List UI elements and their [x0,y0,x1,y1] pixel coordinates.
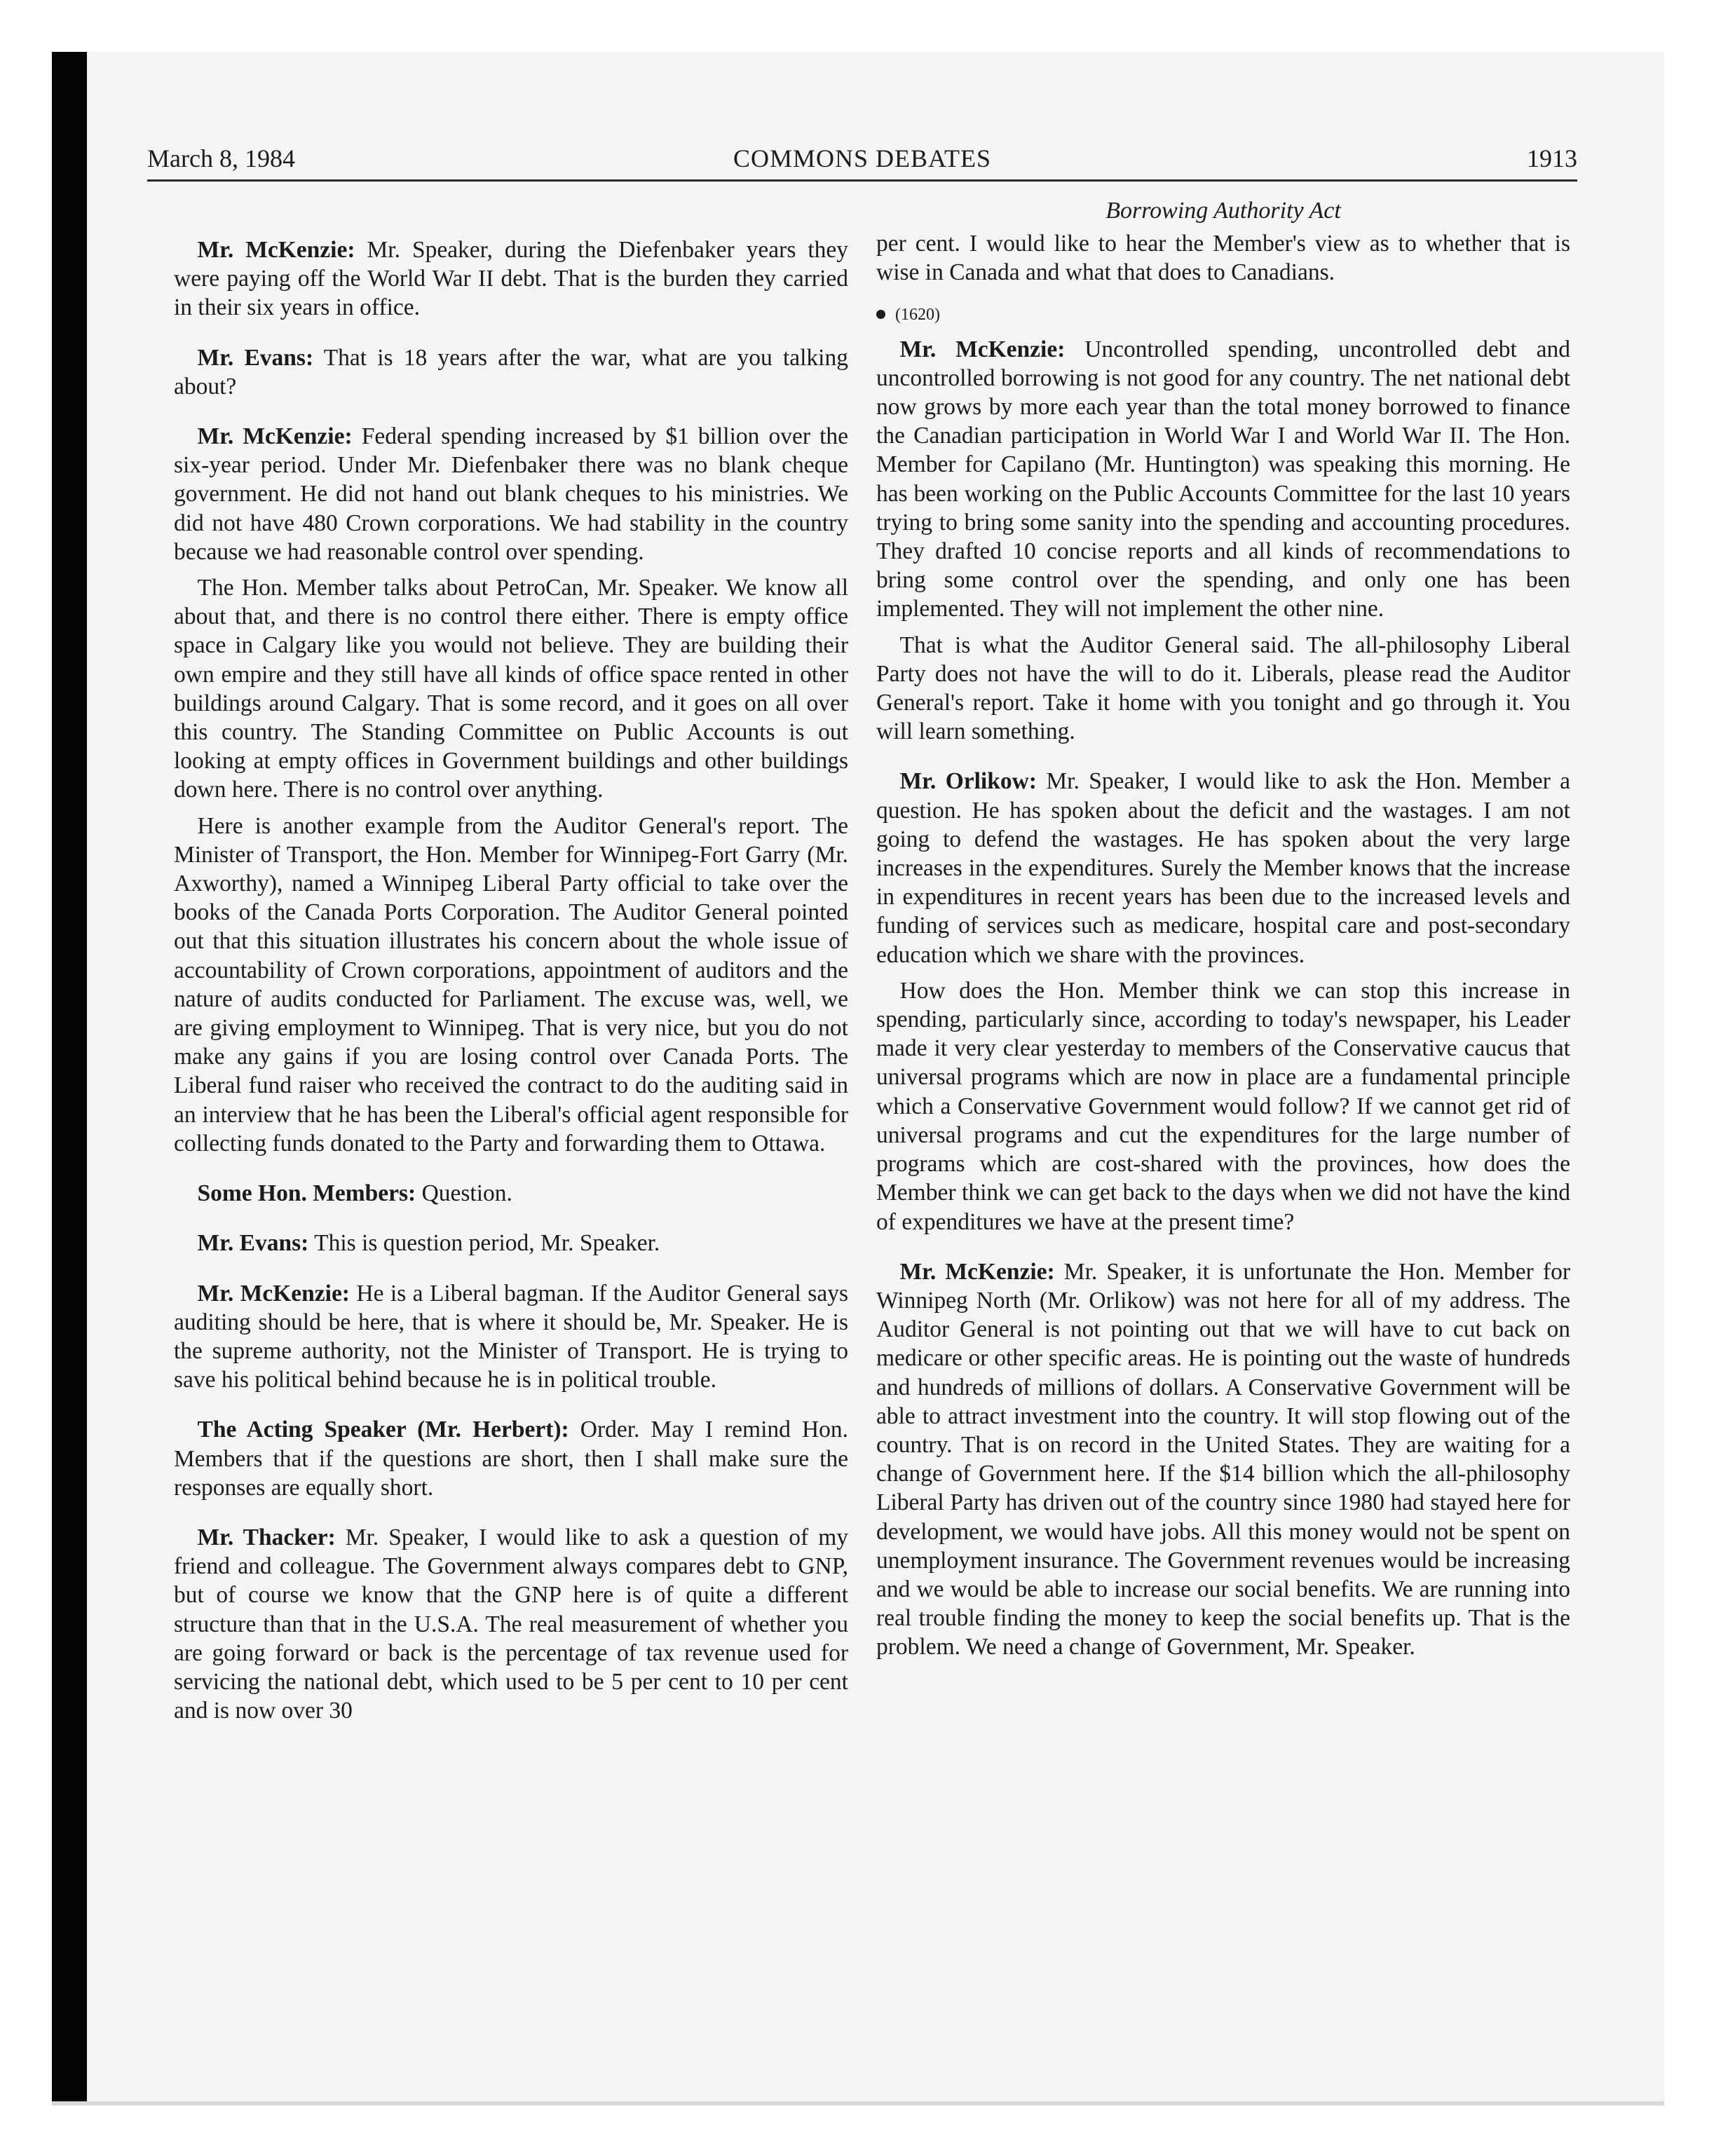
paragraph [174,1415,848,1502]
paragraph [174,1229,848,1257]
bullet-icon [876,310,885,319]
paragraph [174,1523,848,1725]
paragraph [876,976,1570,1236]
speaker-name: Mr. Orlikow: [899,768,1037,795]
speaker-name: Mr. Thacker: [197,1524,336,1550]
speaker-name: Mr. McKenzie: [197,1280,350,1306]
speaker-name: Mr. McKenzie: [899,336,1066,362]
paragraph-text: Here is another example from the Auditor General's report. The Minister of Transport, the Hon. Member for Winnipeg-Fort Garry (Mr. Axworthy), named a Winnipeg Liberal Party official to take over the books of the Canada Ports Corporation. The Auditor General pointed out that this situation illustrates his concern about the whole issue of accountability of Crown corporations, appointment of auditors and the nature of audits conducted for Parliament. The excuse was, well, we are giving employment to Winnipeg. That is very nice, but you do not make any gains if you are losing control over Canada Ports. The Liberal fund raiser who received the contract to do the auditing said in an interview that he has been the Liberal's official agent responsible for collecting funds donated to the Party and forwarding them to Ottawa. [174,812,848,1157]
paragraph-text: Mr. Speaker, during the Diefenbaker years they were paying off the World War II debt. That is the burden they carried in their six years in office. [174,237,849,321]
header-publication: COMMONS DEBATES [733,144,992,172]
paragraph-text: He is a Liberal bagman. If the Auditor General says auditing should be here, that is where it should be, Mr. Speaker. He is the supreme authority, not the Minister of Transport. He is trying to save his political behind because he is in political trouble. [174,1280,848,1393]
running-title: Borrowing Authority Act [1105,198,1341,224]
paragraph-text: This is question period, Mr. Speaker. [314,1230,660,1257]
speaker-name: Mr. Evans: [197,1230,309,1257]
left-column [174,236,848,1725]
header-date: March 8, 1984 [147,144,295,172]
paragraph-text: Uncontrolled spending, uncontrolled debt and uncontrolled borrowing is not good for any country. The net national debt now grows by more each year than the total money borrowed to finance the Canadian participation in World War I and World War II. The Hon. Member for Capilano (Mr. Huntington) was speaking this morning. He has been working on the Public Accounts Committee for the last 10 years trying to bring some sanity into the spending and accounting procedures. They drafted 10 concise reports and all kinds of recommendations to bring some control over the spending, and only one has been implemented. They will not implement the other nine. [876,336,1570,622]
paragraph [876,1257,1570,1662]
timestamp [876,303,1570,327]
paragraph [174,236,848,322]
speaker-name: Mr. Evans: [197,344,314,371]
paragraph [876,335,1570,624]
speaker-name: Mr. McKenzie: [197,237,355,263]
right-column [876,196,1570,1662]
speaker-name: Mr. McKenzie: [197,423,353,450]
speaker-name: Mr. McKenzie: [899,1258,1055,1285]
paragraph-text: Mr. Speaker, I would like to ask a question of my friend and colleague. The Government always compares debt to GNP, but of course we know that the GNP here is of quite a different structure than that in the U.S.A. The real measurement of whether you are going forward or back is the percentage of tax revenue used for servicing the national debt, which used to be 5 per cent to 10 per cent and is now over 30 [174,1524,849,1724]
paragraph-text: That is 18 years after the war, what are you talking about? [174,344,848,400]
paragraph [174,422,848,566]
scan-bottom-edge [52,2101,1664,2106]
paragraph [174,343,848,401]
speaker-name: The Acting Speaker (Mr. Herbert): [197,1417,569,1443]
paragraph [174,1179,848,1208]
paragraph-text: Mr. Speaker, it is unfortunate the Hon. Member for Winnipeg North (Mr. Orlikow) was not here for all of my address. The Auditor General is not pointing out that we will have to cut back on medicare or other specific areas. He is pointing out the waste of hundreds and hundreds of millions of dollars. A Conservative Government will be able to attract investment into the country. It will stop flowing out of the country. That is on record in the United States. They are waiting for a change of Government here. If the $14 billion which the all-philosophy Liberal Party has driven out of the country since 1980 had stayed here for development, we would have jobs. All this money would not be spent on unemployment insurance. The Government revenues would be increasing and we would be able to increase our social benefits. We are running into real trouble finding the money to keep the social benefits up. That is the problem. We need a change of Government, Mr. Speaker. [876,1258,1570,1660]
paragraph [174,1279,848,1395]
header-page-number: 1913 [1527,144,1577,172]
paragraph [876,229,1570,287]
paragraph-text: The Hon. Member talks about PetroCan, Mr. Speaker. We know all about that, and there is no control there either. There is empty office space in Calgary like you would not believe. They are building their own empire and they still have all kinds of office space rented in other buildings around Calgary. That is some record, and it goes on all over this country. The Standing Committee on Public Accounts is out looking at empty offices in Government buildings and other buildings down here. There is no control over anything. [174,575,848,803]
paragraph-text: How does the Hon. Member think we can stop this increase in spending, particularly since, according to today's newspaper, his Leader made it very clear yesterday to members of the Conservative caucus that universal programs which are now in place are a fundamental principle which a Conservative Government would follow? If we cannot get rid of universal programs and cut the expenditures for the large number of programs which are cost-shared with the provinces, how does the Member think we can get back to the days when we did not have the kind of expenditures we have at the present time? [876,977,1570,1235]
paragraph-text: Order. May I remind Hon. Members that if the questions are short, then I shall make sure the responses are equally short. [174,1417,849,1501]
paragraph-text: Question. [421,1180,512,1207]
paragraph [174,573,848,805]
paragraph [876,631,1570,746]
timestamp-text: (1620) [895,305,940,324]
paragraph-text: Federal spending increased by $1 billion over the six-year period. Under Mr. Diefenbaker there was no blank cheque government. He did not hand out blank cheques to his ministries. We did not have 480 Crown corporations. We had stability in the country because we had reasonable control over spending. [174,423,848,565]
speaker-name: Some Hon. Members: [197,1180,416,1207]
paragraph-text: Mr. Speaker, I would like to ask the Hon. Member a question. He has spoken about the deficit and the wastages. I am not going to defend the wastages. He has spoken about the very large increases in the expenditures. Surely the Member knows that the increase in expenditures in recent years has been due to the increased levels and funding of services such as medicare, hospital care and post-secondary education which we share with the provinces. [876,768,1570,968]
paragraph-text: per cent. I would like to hear the Member's view as to whether that is wise in Canada and what that does to Canadians. [876,231,1570,286]
paragraph [876,767,1570,969]
page-header [147,143,1577,182]
paragraph [174,812,848,1158]
scan-binding-edge [52,52,87,2104]
paragraph-text: That is what the Auditor General said. The all-philosophy Liberal Party does not have the will to do it. Liberals, please read the Auditor General's report. Take it home with you tonight and go through it. You will learn something. [876,632,1570,745]
